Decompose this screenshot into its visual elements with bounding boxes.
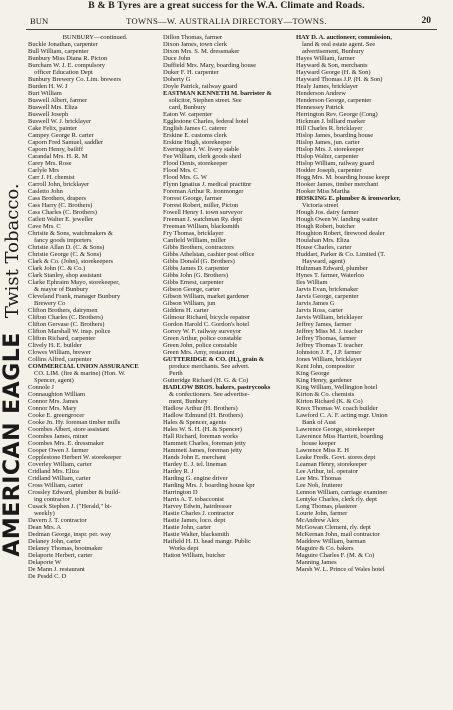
directory-entry: Burcham W. J. E. compulsory <box>28 62 106 69</box>
directory-entry: Giddens H. carter <box>163 307 209 314</box>
directory-entry: Christie George (C. & Sons) <box>28 251 102 258</box>
directory-entry: Cooke Jn. Hy. foreman timber mills <box>28 419 121 426</box>
directory-entry: Jarvis George, carpenter <box>296 293 359 300</box>
directory-entry: Hales & Spencer, agents <box>163 419 226 426</box>
directory-entry: Jeffrey James, farmer <box>296 321 352 328</box>
directory-entry: produce merchants. See advert. <box>169 363 250 370</box>
directory-entry: CO. LIM. (fire & marine) (Hon. W. <box>34 370 126 377</box>
directory-entry: Buswell Albert, farmer <box>28 97 88 104</box>
directory-entry: & mayor of Bunbury <box>34 286 89 293</box>
directory-entry: card, Bunbury <box>169 104 206 111</box>
directory-entry: Hayes William, farmer <box>296 55 355 62</box>
directory-entry: Lee Noh, fruiterer <box>296 482 343 489</box>
directory-entry: Cooke E. greengrocer <box>28 412 85 419</box>
directory-entry: Hultzman Edward, plumber <box>296 265 368 272</box>
directory-entry: Connole J <box>28 384 54 391</box>
running-header <box>0 14 453 28</box>
directory-entry: Hennessey Patrick <box>296 104 344 111</box>
directory-entry: Jones William, bricklayer <box>296 356 362 363</box>
directory-entry: HADLOW BROS. bakers, pastrycooks <box>163 384 271 391</box>
directory-entry: Hall Richard, foreman works <box>163 433 239 440</box>
directory-entry: Clifton Charles (C. Brothers) <box>28 314 103 321</box>
directory-entry: Green John, police constable <box>163 342 238 349</box>
directory-entry: Foreman Arthur R. ironmonger <box>163 188 244 195</box>
directory-entry: Dillon Thomas, farmer <box>163 34 223 41</box>
directory-entry: house keeper <box>302 440 336 447</box>
directory-entry: Hickman J. billiard marker <box>296 118 366 125</box>
directory-entry: Clowes William, brewer <box>28 349 91 356</box>
directory-entry: Cass Charles (C. Brothers) <box>28 209 97 216</box>
directory-entry: Burden H. W. J <box>28 83 68 90</box>
directory-entry: Hadlow Edmund (H. Brothers) <box>163 412 243 419</box>
directory-entry: Hooker Miss Martha <box>296 188 350 195</box>
directory-entry: Kirton & Co. chemists <box>296 391 355 398</box>
directory-entry: Carey Mrs. Rose <box>28 160 72 167</box>
directory-entry: Bunbury Brewery Co. Lim. brewers <box>28 76 121 83</box>
directory-entry: Dean Mrs. A <box>28 524 62 531</box>
directory-entry: advertisement, Bunbury <box>302 48 364 55</box>
directory-entry: Bank of Aust <box>302 419 336 426</box>
directory-entry: Erskine Hugh, storekeeper <box>163 139 232 146</box>
directory-entry: House Charles, carter <box>296 244 352 251</box>
directory-entry: weekly) <box>34 510 55 517</box>
directory-entry: Gibbs Athelstan, cashier post office <box>163 251 255 258</box>
directory-entry: Lawrence Miss Harriett, boarding <box>296 433 384 440</box>
directory-entry: McAndrew Alex <box>296 517 340 524</box>
directory-entry: Forrest Robert, miller, Picton <box>163 202 239 209</box>
directory-entry: King Henry, gardener <box>296 377 352 384</box>
directory-entry: Herrington Rev. George (Cong) <box>296 111 378 118</box>
directory-entry: Hodder Joseph, carpenter <box>296 167 362 174</box>
directory-entry: Bull William, carpenter <box>28 48 89 55</box>
directory-entry: Spencer, agent) <box>34 377 74 384</box>
directory-entry: Hayward Thomas J.P. (H. & Son) <box>296 76 383 83</box>
directory-entry: Houlahan Mrs. Eliza <box>296 237 350 244</box>
directory-entry: English James C. caterer <box>163 125 227 132</box>
directory-entry: Healy James, bricklayer <box>296 83 358 90</box>
directory-entry: & confectioners. See advertise- <box>169 391 250 398</box>
directory-entry: Carroll John, bricklayer <box>28 181 90 188</box>
directory-entry: Green Mrs. Amy, restaurant <box>163 349 235 356</box>
directory-entry: Freeman J. watchman Ry. dept <box>163 216 243 223</box>
directory-entry: Lee Arthur, tel. operator <box>296 468 358 475</box>
directory-entry: Lennon William, carriage examiner <box>296 489 388 496</box>
directory-entry: COMMERCIAL UNION ASSURANCE <box>28 363 139 370</box>
directory-entry: Cooper Owen J. farmer <box>28 447 89 454</box>
header-rule <box>26 29 437 30</box>
directory-entry: Henderson Andrew <box>296 90 346 97</box>
directory-entry: Hough Robert, butcher <box>296 223 356 230</box>
directory-entry: Carandal Mrs. H. R. M <box>28 153 88 160</box>
directory-entry: Gibbs John (G. Brothers) <box>163 272 228 279</box>
directory-entry: Harding Mrs. J. boarding house kpr <box>163 482 255 489</box>
directory-entry: Erskine E. customs clerk <box>163 132 227 139</box>
directory-entry: Clark & Co. (John), storekeepers <box>28 258 113 265</box>
directory-entry: Clively H. E. builder <box>28 342 82 349</box>
directory-entry: Lee Mrs. Thomas <box>296 475 342 482</box>
directory-entry: Hastie James, loco. dept <box>163 517 226 524</box>
directory-entry: Coombes Mrs. E. dressmaker <box>28 440 104 447</box>
directory-entry: Jeffrey Thomas T. teacher <box>296 342 363 349</box>
directory-entry: Hammett Charles, foreman jetty <box>163 440 246 447</box>
directory-entry: Hooker James, timber merchant <box>296 181 379 188</box>
directory-entry: Delaney John, carter <box>28 538 81 545</box>
directory-entry: King George <box>296 370 330 377</box>
directory-entry: Hayward George (H. & Son) <box>296 69 371 76</box>
directory-entry: Gibson William, market gardener <box>163 293 250 300</box>
directory-entry: Carr J. H. chemist <box>28 174 75 181</box>
directory-entry: Caporn Henry, bailiff <box>28 146 83 153</box>
directory-entry: Hales W. S. H. (H. & Spencer) <box>163 426 242 433</box>
directory-entry: Eaton W. carpenter <box>163 111 213 118</box>
side-advert <box>0 30 26 710</box>
directory-entry: Gibbs Ernest, carpenter <box>163 279 224 286</box>
side-advert-brand: AMERICAN EAGLE <box>0 332 25 557</box>
directory-entry: Hislop Mrs. J. storekeeper <box>296 146 364 153</box>
directory-entry: Brewery Co <box>34 300 66 307</box>
directory-entry: Perth <box>169 370 183 377</box>
directory-entry: Forrest George, farmer <box>163 195 222 202</box>
directory-entry: Jeffrey Thomas, farmer <box>296 335 357 342</box>
directory-entry: Egglestone Charles, federal hotel <box>163 118 249 125</box>
directory-entry: Houghton Robert, firewood dealer <box>296 230 385 237</box>
directory-entry: Jarvis Evan, brickmaker <box>296 286 359 293</box>
directory-entry: Maguire & Co. bakers <box>296 545 354 552</box>
directory-entry: Cridland Mrs. Eliza <box>28 468 79 475</box>
directory-entry: Delaporte Herbert, carter <box>28 552 93 559</box>
directory-entry: Knox Thomas W. coach builder <box>296 405 378 412</box>
directory-entry: Flood Mrs. C <box>163 167 198 174</box>
directory-entry: Hands John E. merchant <box>163 454 226 461</box>
directory-entry: Cross William, carter <box>28 482 83 489</box>
directory-entry: Gibbs James D. carpenter <box>163 265 230 272</box>
directory-entry: Hastie Walter, blacksmith <box>163 531 230 538</box>
directory-entry: EASTMAN KENNETH M. barrister & <box>163 90 272 97</box>
directory-entry: Hastie Charles J. contractor <box>163 510 234 517</box>
directory-entry: Caporn Fred Samuel, saddler <box>28 139 104 146</box>
directory-entry: Carlyle Mrs <box>28 167 59 174</box>
directory-entry: Hislop William, railway guard <box>296 160 375 167</box>
directory-entry: Gibbs Donald (G. Brothers) <box>163 258 235 265</box>
directory-entry: Victoria street <box>302 202 339 209</box>
directory-entry: Hislop James, boarding house <box>296 132 374 139</box>
directory-column-3 <box>296 34 446 706</box>
directory-entry: Cridland William, carter <box>28 475 91 482</box>
directory-entry: Huddart, Parker & Co. Limited (T. <box>296 251 386 258</box>
directory-entry: Lawrence George, storekeeper <box>296 426 375 433</box>
directory-entry: Canfield William, miller <box>163 237 226 244</box>
directory-entry: Clarke Ephraim Mayo, storekeeper, <box>28 279 120 286</box>
directory-entry: McKernan John, mail contractor <box>296 531 380 538</box>
directory-entry: Clark John (C. & Co.) <box>28 265 86 272</box>
directory-entry: Dixon Mrs. S. M. dressmaker <box>163 48 240 55</box>
directory-entry: Everington J. W. livery stable <box>163 146 239 153</box>
directory-entry: Flood Denis, storekeeper <box>163 160 228 167</box>
directory-entry: Cave Mrs. C <box>28 223 61 230</box>
directory-entry: Buswell Mrs. Eliza <box>28 104 78 111</box>
directory-entry: Casletto John <box>28 188 63 195</box>
header-title: TOWNS—W. AUSTRALIA DIRECTORY—TOWNS. <box>126 16 327 26</box>
directory-entry: Marsh W. L. Prince of Wales hotel <box>296 566 385 573</box>
directory-entry: Campey George R. carter <box>28 132 94 139</box>
directory-entry: Hislop James, jun. carter <box>296 139 360 146</box>
directory-entry: HOSKING E. plumber & ironworker, <box>296 195 401 202</box>
directory-entry: Coombes Albert, store assistant <box>28 426 110 433</box>
directory-entry: Bunbury Miss Diana R. Picton <box>28 55 108 62</box>
directory-entry: Clifton Richard, carpenter <box>28 335 96 342</box>
directory-entry: Delaney Thomas, bootmaker <box>28 545 103 552</box>
directory-entry: Manning James <box>296 559 337 566</box>
directory-entry: Harvey Edwin, hairdresser <box>163 503 232 510</box>
directory-entry: McGowan Clement, rly. dept <box>296 524 371 531</box>
directory-entry: Freeman William, blacksmith <box>163 223 240 230</box>
directory-entry: Maguire Charles F. (M. & Co) <box>296 552 375 559</box>
directory-entry: Hardey E. J. tel. lineman <box>163 461 227 468</box>
directory-entry: Cass Brothers, drapers <box>28 195 86 202</box>
directory-entry: Clifton Marshall W. insp. police <box>28 328 111 335</box>
directory-entry: Copplestone Herbert W. storekeeper <box>28 454 122 461</box>
directory-entry: Doherty G <box>163 76 191 83</box>
directory-entry: Lentyke Charles, clerk rly. dept <box>296 496 377 503</box>
directory-entry: Jeffrey Miss M. J. teacher <box>296 328 363 335</box>
directory-entry: Hislop Walter, carpenter <box>296 153 359 160</box>
directory-entry: Duker F. H. carpenter <box>163 69 219 76</box>
directory-entry: Gutteridge Richard (H. G. & Co) <box>163 377 249 384</box>
directory-entry: solicitor, Stephen street. See <box>169 97 242 104</box>
directory-entry: Hough Owen W. landing waiter <box>296 216 378 223</box>
directory-entry: GUTTERIDGE & CO. (H.), grain & <box>163 356 265 363</box>
directory-entry: Cleveland Frank, manager Bunbury <box>28 293 121 300</box>
directory-entry: Johnston J. F., J.P. farmer <box>296 349 362 356</box>
directory-entry: Dedman George, inspr. per. way <box>28 531 111 538</box>
directory-entry: Lawford C. A. F. acting mgr. Union <box>296 412 388 419</box>
directory-entry: Cusack Stephen J. ("Herald," bi- <box>28 503 112 510</box>
directory-entry: Clifton Gervase (C. Brothers) <box>28 321 105 328</box>
directory-entry: Doyle Patrick, railway guard <box>163 83 238 90</box>
directory-entry: Works dept <box>169 545 199 552</box>
directory-entry: Buswell W. J. bricklayer <box>28 118 91 125</box>
directory-entry: Jarvis James G <box>296 300 335 307</box>
directory-entry: Hastie John, carter <box>163 524 211 531</box>
directory-entry: Lourie John, farmer <box>296 510 348 517</box>
directory-entry: HAY D. A. auctioneer, commission, <box>296 34 392 41</box>
directory-entry: Henderson George, carpenter <box>296 97 372 104</box>
side-advert-tagline: Twist Tobacco. <box>2 183 23 319</box>
directory-entry: Catlett Walter E. jeweller <box>28 216 93 223</box>
directory-entry: officer Education Dept <box>34 69 93 76</box>
directory-entry: Hardey R. J <box>163 468 194 475</box>
directory-entry: BUNBURY—continued. <box>62 34 128 41</box>
directory-entry: Hatton William, butcher <box>163 552 226 559</box>
directory-entry: Gorrey W. F. railway surveyor <box>163 328 242 335</box>
directory-entry: Hill Charles R. bricklayer <box>296 125 363 132</box>
directory-entry: Fee William, clerk goods shed <box>163 153 241 160</box>
directory-entry: Hynes T. farmer, Waterloo <box>296 272 364 279</box>
directory-entry: Flood Mrs. G. W <box>163 174 208 181</box>
directory-entry: De Pesdd C. D <box>28 573 67 580</box>
directory-entry: ing contractor <box>34 496 70 503</box>
directory-entry: Iles William <box>296 279 328 286</box>
directory-entry: Crossley Edward, plumber & build- <box>28 489 121 496</box>
directory-entry: Cake Felix, painter <box>28 125 78 132</box>
directory-entry: Green Arthur, police constable <box>163 335 242 342</box>
directory-entry: Hatfield H. D. head mangr. Public <box>163 538 251 545</box>
directory-entry: Flynn Ignatius J. medical practitnr <box>163 181 252 188</box>
directory-entry: Connor Mrs. Mary <box>28 405 77 412</box>
directory-column-1 <box>28 34 162 706</box>
directory-entry: Harris A. T. tobacconist <box>163 496 224 503</box>
directory-entry: Collins Alfred, carpenter <box>28 356 92 363</box>
directory-entry: Fry Thomas, bricklayer <box>163 230 224 237</box>
directory-entry: land & real estate agent. See <box>302 41 376 48</box>
directory-entry: De Mann J. restaurant <box>28 566 85 573</box>
directory-entry: Hammett James, foreman jetty <box>163 447 242 454</box>
directory-entry: Gordon Harold C. Gordon's hotel <box>163 321 250 328</box>
page-number: 20 <box>421 16 431 26</box>
directory-entry: Duffield Mrs. Mary, boarding house <box>163 62 257 69</box>
directory-entry: Kirton Richard (K. & Co) <box>296 398 363 405</box>
directory-entry: Christie Allan D. (C. & Sons) <box>28 244 105 251</box>
directory-entry: Gibson William, jun <box>163 300 216 307</box>
header-town-code: BUN <box>30 16 49 26</box>
directory-entry: Buckle Jonathan, carpenter <box>28 41 98 48</box>
directory-entry: Fowell Henry I. town surveyor <box>163 209 243 216</box>
directory-entry: Cass Harry (C. Brothers) <box>28 202 93 209</box>
directory-entry: Hogg Mrs. M. boarding house keepr <box>296 174 390 181</box>
directory-entry: Leake Fredk. Govt. stores dept <box>296 454 376 461</box>
directory-entry: Lawrence Miss E. H <box>296 447 349 454</box>
directory-entry: Gilmour Richard, bicycle repairer <box>163 314 251 321</box>
directory-entry: Maddrew William, barman <box>296 538 366 545</box>
directory-entry: Dixon James, town clerk <box>163 41 227 48</box>
directory-entry: Hayward, agent) <box>302 258 345 265</box>
directory-entry: Hough Jos. dairy farmer <box>296 209 359 216</box>
directory-entry: Buswell Joseph <box>28 111 69 118</box>
directory-entry: Connaughton William <box>28 391 86 398</box>
directory-entry: Coombes James, miner <box>28 433 88 440</box>
directory-entry: ment, Bunbury <box>169 398 208 405</box>
directory-entry: fancy goods importers <box>34 237 92 244</box>
directory-entry: Harding G. engine driver <box>163 475 228 482</box>
directory-entry: Clark Stanley, shop assistant <box>28 272 102 279</box>
directory-entry: Harrington D <box>163 489 198 496</box>
directory-entry: Clifton Brothers, dairymen <box>28 307 98 314</box>
directory-column-2 <box>163 34 295 706</box>
banner-advert: B & B Tyres are a great success for the W.A. Climate and Roads. <box>88 0 365 11</box>
directory-entry: Jarvis William, bricklayer <box>296 314 363 321</box>
directory-entry: Burt William <box>28 90 62 97</box>
directory-entry: Hayward & Son, merchants <box>296 62 368 69</box>
directory-entry: Kent John, compositor <box>296 363 355 370</box>
directory-entry: Coverley William, carter <box>28 461 92 468</box>
directory-entry: Long Thomas, plasterer <box>296 503 358 510</box>
directory-entry: Gibbs Brothers, contractors <box>163 244 234 251</box>
directory-entry: Hadlow Arthur (H. Brothers) <box>163 405 238 412</box>
directory-entry: Jarvis Ross, carter <box>296 307 343 314</box>
directory-entry: Connor Mrs. James <box>28 398 79 405</box>
directory-entry: Delaporte W <box>28 559 61 566</box>
directory-entry: Chrisite & Sons, watchmakers & <box>28 230 113 237</box>
directory-entry: Duce John <box>163 55 191 62</box>
directory-entry: King William, Wellington hotel <box>296 384 378 391</box>
directory-entry: Gibson George, carter <box>163 286 220 293</box>
directory-entry: Davern J. T. contractor <box>28 517 87 524</box>
directory-entry: Leaman Henry, storekeeper <box>296 461 367 468</box>
